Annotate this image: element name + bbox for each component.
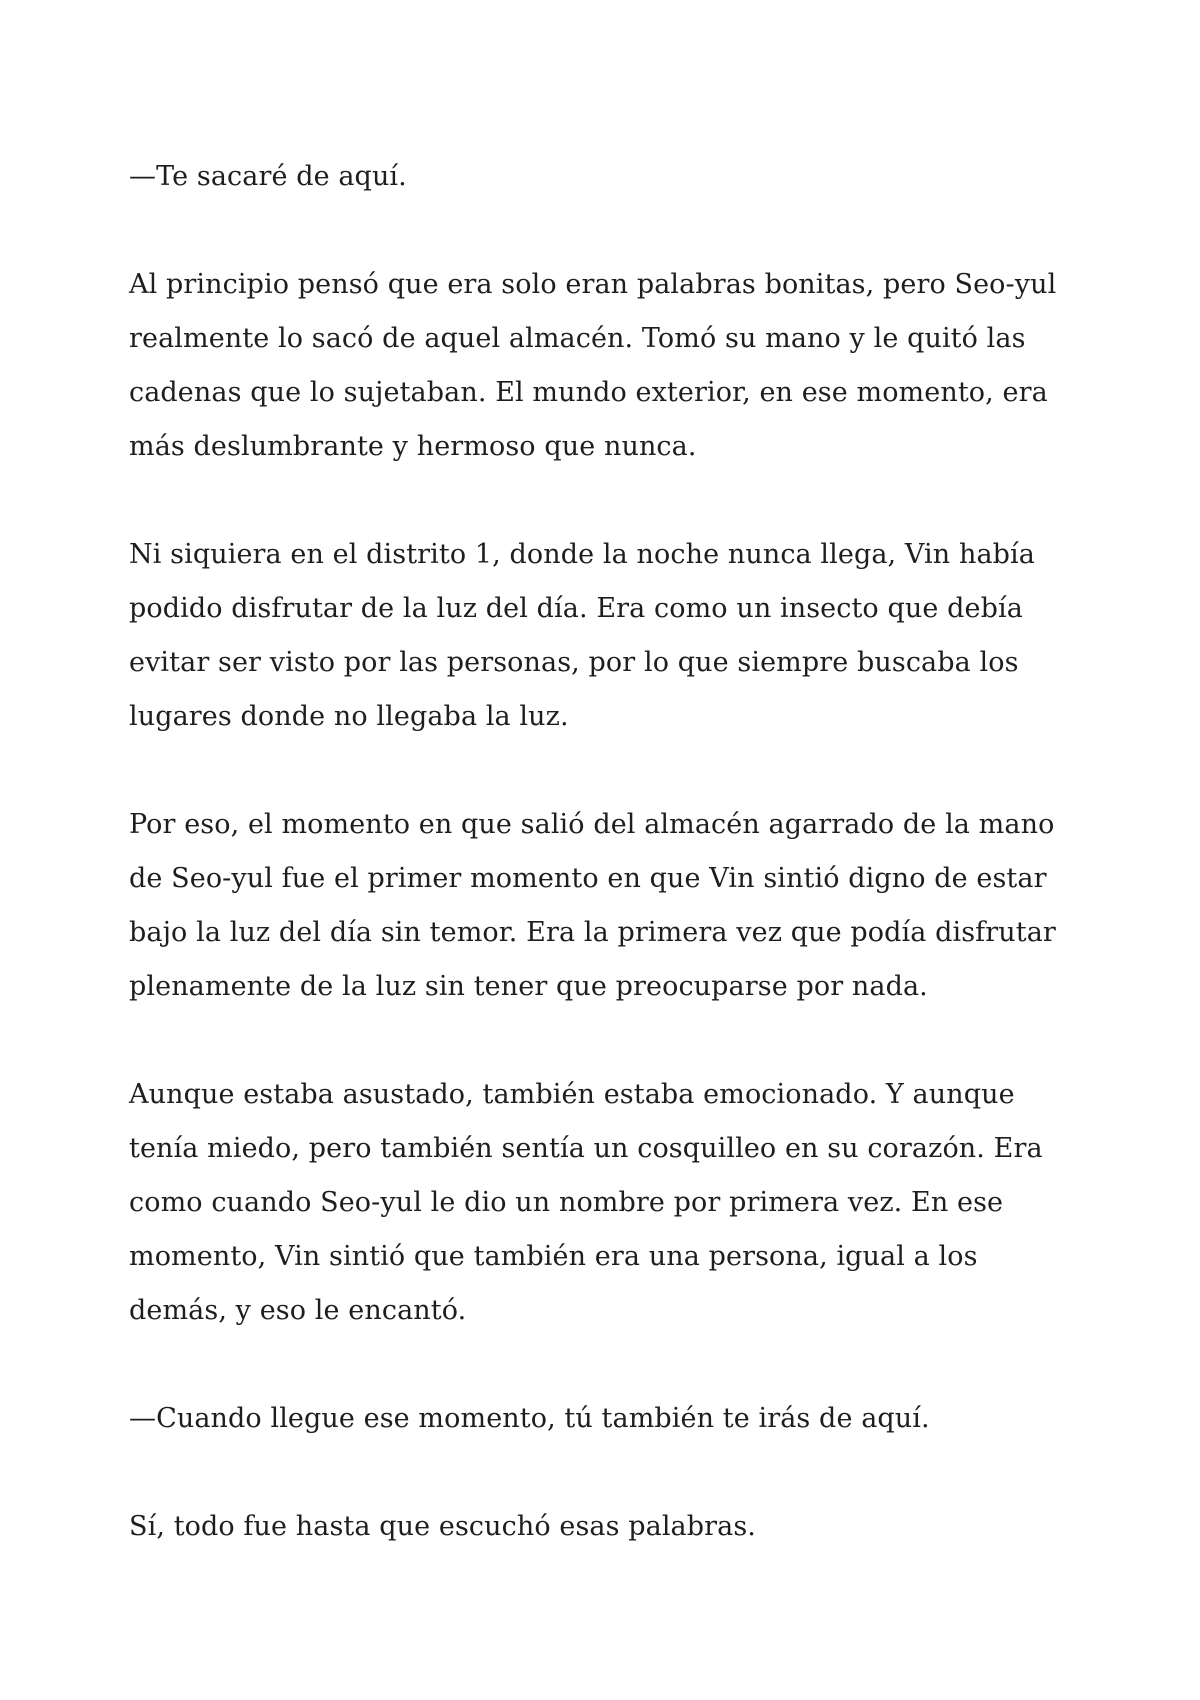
paragraph-4: Aunque estaba asustado, también estaba emocionado. Y aunque tenía miedo, pero también sentía un cosquilleo en su corazón. Era como cuando Seo-yul le dio un nombre por primera vez. En ese momento, Vin sintió que también era una persona, igual a los demás, y eso le encantó.	[129, 1079, 1043, 1326]
dialogue-line-1: —Te sacaré de aquí.	[129, 161, 407, 192]
paragraph-2: Ni siquiera en el distrito 1, donde la noche nunca llega, Vin había podido disfrutar de la luz del día. Era como un insecto que debía evitar ser visto por las personas, por lo que siempre buscaba los lugares donde no llegaba la luz.	[129, 539, 1035, 732]
dialogue-line-2: —Cuando llegue ese momento, tú también te irás de aquí.	[129, 1403, 930, 1434]
paragraph-5: Sí, todo fue hasta que escuchó esas palabras.	[129, 1511, 756, 1542]
story-text	[129, 150, 1089, 1608]
paragraph-1: Al principio pensó que era solo eran palabras bonitas, pero Seo-yul realmente lo sacó de aquel almacén. Tomó su mano y le quitó las cadenas que lo sujetaban. El mundo exterior, en ese momento, era más deslumbrante y hermoso que nunca.	[129, 269, 1057, 462]
paragraph-3: Por eso, el momento en que salió del almacén agarrado de la mano de Seo-yul fue el primer momento en que Vin sintió digno de estar bajo la luz del día sin temor. Era la primera vez que podía disfrutar plenamente de la luz sin tener que preocuparse por nada.	[129, 809, 1056, 1002]
